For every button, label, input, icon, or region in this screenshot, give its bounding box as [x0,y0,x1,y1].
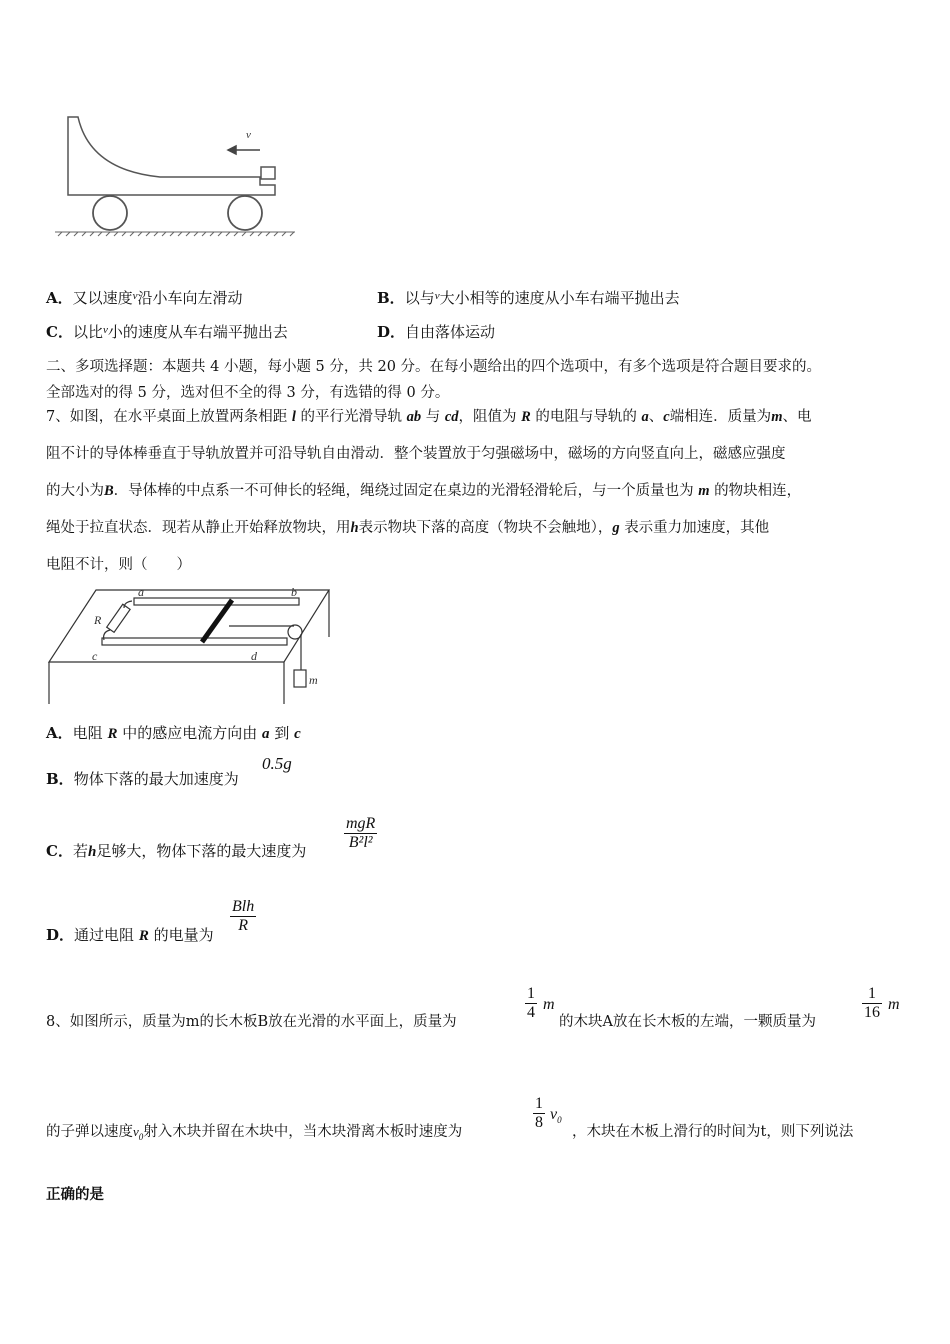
q8-fraction-1-16: 1 16 [864,985,880,1021]
label-R: R [94,613,102,627]
rail-figure [44,582,344,707]
q6-option-c: C．以比$^v$小的速度从车右端平抛出去 [46,323,288,341]
q6-option-a: A．又以速度$^v$沿小车向左滑动 [46,289,243,307]
pulley [288,625,302,639]
label-c: c [92,649,98,663]
q8-line2: 的子弹以速度$v_0$射入木块并留在木块中，当木块滑离木板时速度为 [46,1124,463,1142]
label-m: m [309,673,318,687]
velocity-arrow [228,146,260,154]
q8-fraction-1-16-var: m [888,996,900,1013]
cart-body [68,117,275,195]
section2-line2: 全部选对的得 5 分，选对但不全的得 3 分，有选错的得 0 分。 [46,385,450,401]
q8-fraction-1-4-var: m [543,996,555,1013]
q7-line1: 7、如图，在水平桌面上放置两条相距 l 的平行光滑导轨 ab 与 cd，阻值为 R 的电阻与导轨的 a、c端相连．质量为m、电 [46,409,812,425]
q7-option-d-fraction: Blh R [232,898,255,934]
cart-wheel-left [93,196,127,230]
q8-fraction-1-8-var: $v_0$ [550,1106,562,1126]
q8-fraction-1-8: 1 8 [535,1095,543,1131]
velocity-label: v [246,129,251,141]
q8-line3: 正确的是 [46,1186,104,1203]
section2-line1: 二、多项选择题：本题共 4 小题，每小题 5 分，共 20 分。在每小题给出的四个选项中，有多个选项是符合题目要求的。 [46,359,822,375]
q8-fraction-1-4: 1 4 [527,985,535,1021]
q8-line1-a: 8、如图所示，质量为m的长木板B放在光滑的水平面上，质量为 [46,1014,457,1030]
block-m [294,670,306,687]
resistor-wires [104,601,132,640]
rail-cd [102,638,287,645]
resistor-R [107,604,130,632]
q7-option-b: B．物体下落的最大加速度为 [46,770,239,788]
label-d: d [251,649,257,663]
q8-line1-b: 的木块A放在长木板的左端，一颗质量为 [559,1014,816,1030]
q7-line4: 绳处于拉直状态．现若从静止开始释放物块，用h表示物块下落的高度（物块不会触地），g 表示重力加速度，其他 [46,520,770,536]
q7-line3: 的大小为B．导体棒的中点系一不可伸长的轻绳，绳绕过固定在桌边的光滑轻滑轮后，与一个质量也为 m 的物块相连， [46,483,802,499]
rail-ab [134,598,299,605]
q6-option-d: D．自由落体运动 [377,323,496,341]
label-a: a [138,585,144,599]
q8-line2-c: ，木块在木板上滑行的时间为t，则下列说法 [572,1124,854,1140]
q7-option-d: D．通过电阻 R 的电量为 [46,926,214,944]
q7-line2: 阻不计的导体棒垂直于导轨放置并可沿导轨自由滑动．整个装置放于匀强磁场中，磁场的方向竖直向上，磁感应强度 [46,446,786,462]
cart-wheel-right [228,196,262,230]
q7-line5: 电阻不计，则（ ） [46,557,191,573]
label-b: b [291,585,297,599]
q7-option-c-fraction: mgR B²l² [346,815,376,851]
conductor-rod [202,600,232,642]
q6-option-b: B．以与$^v$大小相等的速度从小车右端平抛出去 [377,289,680,307]
q7-option-b-value: 0.5g [262,754,292,773]
cart-figure [50,105,310,245]
q7-option-c: C．若h足够大，物体下落的最大速度为 [46,842,307,860]
ground [55,232,295,236]
q7-option-a: A．电阻 R 中的感应电流方向由 a 到 c [46,724,301,742]
